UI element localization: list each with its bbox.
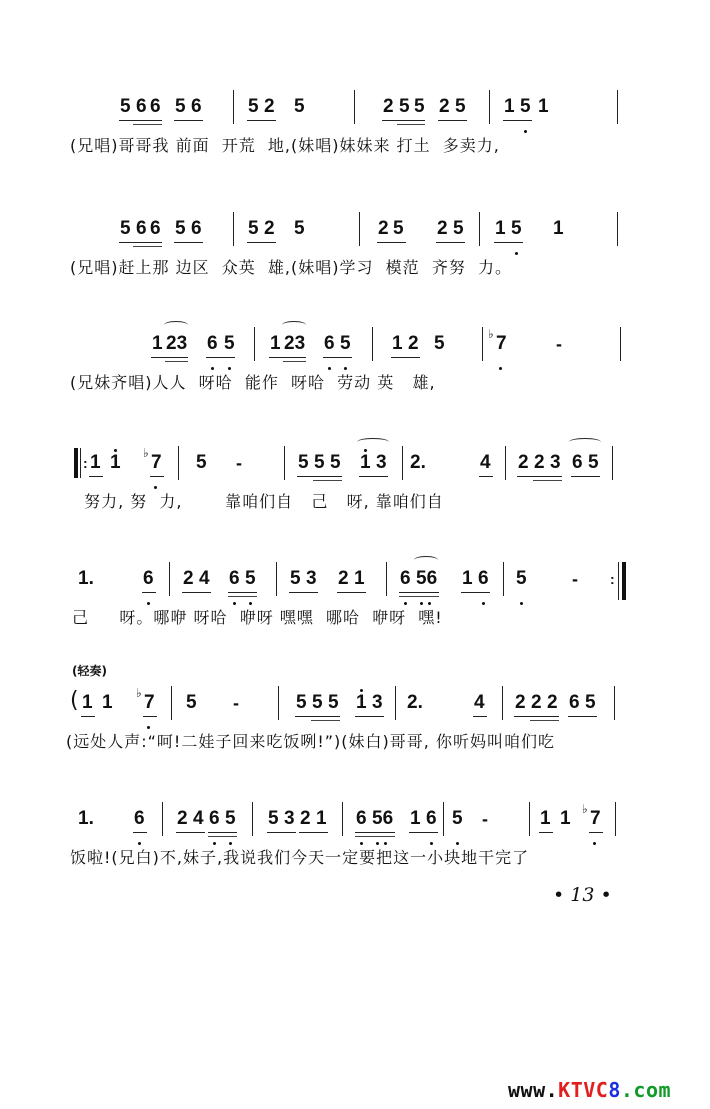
eighth-underline bbox=[81, 716, 95, 717]
low-octave-dot bbox=[344, 367, 347, 370]
sixteenth-underline bbox=[530, 720, 559, 721]
jianpu-note: 4 bbox=[199, 568, 210, 589]
eighth-underline bbox=[297, 476, 342, 477]
low-octave-dot bbox=[384, 842, 387, 845]
sixteenth-underline bbox=[165, 361, 188, 362]
watermark bbox=[508, 1078, 671, 1102]
low-octave-dot bbox=[515, 252, 518, 255]
low-octave-dot bbox=[228, 367, 231, 370]
low-octave-dot bbox=[147, 726, 150, 729]
jianpu-note: 7 bbox=[144, 692, 155, 713]
barline bbox=[395, 686, 396, 720]
jianpu-note: 1. bbox=[78, 808, 94, 829]
jianpu-note: 5 bbox=[328, 692, 339, 713]
barline bbox=[278, 686, 279, 720]
barline bbox=[284, 446, 285, 480]
flat-sign: ♭ bbox=[136, 686, 142, 700]
jianpu-note: 5 bbox=[393, 218, 404, 239]
barline bbox=[620, 327, 621, 361]
barline bbox=[233, 90, 234, 124]
eighth-underline bbox=[182, 592, 211, 593]
eighth-underline bbox=[119, 242, 162, 243]
lyrics-line: 努力, 努 力, 靠咱们自 己 呀, 靠咱们自 bbox=[78, 492, 444, 511]
low-octave-dot bbox=[404, 602, 407, 605]
jianpu-note: 1 bbox=[356, 692, 367, 713]
sixteenth-underline bbox=[133, 246, 162, 247]
jianpu-note: 5 bbox=[434, 333, 445, 354]
low-octave-dot bbox=[520, 602, 523, 605]
eighth-underline bbox=[119, 120, 162, 121]
jianpu-note: 1 bbox=[152, 333, 163, 354]
barline bbox=[233, 212, 234, 246]
jianpu-note: 1 bbox=[82, 692, 93, 713]
sixteenth-underline bbox=[399, 596, 439, 597]
barline bbox=[276, 562, 277, 596]
jianpu-note: 2 bbox=[378, 218, 389, 239]
jianpu-note: 2 bbox=[300, 808, 311, 829]
lyrics-line: (兄妹齐唱)人人 呀哈 能作 呀哈 劳动 英 雄, bbox=[70, 373, 436, 392]
watermark-www: www. bbox=[508, 1078, 559, 1102]
jianpu-note: 6 bbox=[478, 568, 489, 589]
eighth-underline bbox=[409, 832, 438, 833]
jianpu-note: 1 bbox=[495, 218, 506, 239]
barline bbox=[617, 212, 618, 246]
dash-extension: - bbox=[556, 334, 562, 354]
jianpu-note: 5 bbox=[516, 568, 527, 589]
jianpu-note: 6 bbox=[207, 333, 218, 354]
jianpu-note: 5 bbox=[224, 333, 235, 354]
jianpu-note: 5 bbox=[186, 692, 197, 713]
slur-arc bbox=[357, 438, 389, 446]
jianpu-note: 6 bbox=[209, 808, 220, 829]
jianpu-note: 1 bbox=[410, 808, 421, 829]
jianpu-note: 2 bbox=[439, 96, 450, 117]
sixteenth-underline bbox=[313, 480, 342, 481]
jianpu-note: 5 bbox=[455, 96, 466, 117]
eighth-underline bbox=[269, 357, 306, 358]
jianpu-note: 1 bbox=[392, 333, 403, 354]
eighth-underline bbox=[295, 716, 340, 717]
eighth-underline bbox=[377, 242, 406, 243]
eighth-underline bbox=[150, 476, 164, 477]
jianpu-note: 1 bbox=[462, 568, 473, 589]
watermark-com: .com bbox=[620, 1078, 672, 1102]
jianpu-note: 6 bbox=[191, 218, 202, 239]
barline bbox=[443, 802, 444, 836]
jianpu-note: 56 bbox=[372, 808, 394, 829]
eighth-underline bbox=[517, 476, 562, 477]
eighth-underline bbox=[228, 592, 257, 593]
jianpu-note: 5 bbox=[225, 808, 236, 829]
jianpu-note: 1 bbox=[538, 96, 549, 117]
jianpu-note: 6 bbox=[136, 218, 147, 239]
eighth-underline bbox=[479, 476, 493, 477]
low-octave-dot bbox=[213, 842, 216, 845]
jianpu-note: 6 bbox=[426, 808, 437, 829]
jianpu-note: 1. bbox=[78, 568, 94, 589]
jianpu-note: 2 bbox=[515, 692, 526, 713]
jianpu-note: 7 bbox=[151, 452, 162, 473]
eighth-underline bbox=[571, 476, 600, 477]
eighth-underline bbox=[133, 832, 147, 833]
barline bbox=[502, 686, 503, 720]
jianpu-note: 2 bbox=[264, 218, 275, 239]
music-system bbox=[0, 664, 710, 752]
eighth-underline bbox=[151, 357, 188, 358]
lyrics-line: (兄唱)赶上那 边区 众英 雄,(妹唱)学习 模范 齐努 力。 bbox=[70, 258, 513, 277]
jianpu-note: 3 bbox=[372, 692, 383, 713]
low-octave-dot bbox=[360, 842, 363, 845]
high-octave-dot bbox=[360, 689, 363, 692]
eighth-underline bbox=[289, 592, 318, 593]
jianpu-note: 2 bbox=[264, 96, 275, 117]
eighth-underline bbox=[323, 357, 352, 358]
jianpu-note: 5 bbox=[340, 333, 351, 354]
jianpu-note: 6 bbox=[136, 96, 147, 117]
dash-extension: - bbox=[233, 693, 239, 713]
music-system bbox=[0, 446, 710, 512]
barline bbox=[482, 327, 483, 361]
jianpu-note: 5 bbox=[453, 218, 464, 239]
barline bbox=[489, 90, 490, 124]
jianpu-note: 1 bbox=[316, 808, 327, 829]
music-system bbox=[0, 96, 710, 156]
barline bbox=[359, 212, 360, 246]
music-system bbox=[0, 327, 710, 393]
sixteenth-underline bbox=[208, 836, 237, 837]
jianpu-note: 5 bbox=[175, 96, 186, 117]
eighth-underline bbox=[539, 832, 553, 833]
jianpu-note: 6 bbox=[150, 218, 161, 239]
slur-arc bbox=[414, 556, 438, 564]
lyrics-line: 饭啦!(兄白)不,妹子,我说我们今天一定要把这一小块地干完了 bbox=[70, 848, 530, 867]
jianpu-note: 6 bbox=[143, 568, 154, 589]
eighth-underline bbox=[89, 476, 103, 477]
barline bbox=[372, 327, 373, 361]
low-octave-dot bbox=[428, 602, 431, 605]
repeat-colon: : bbox=[610, 571, 615, 587]
barline bbox=[402, 446, 403, 480]
jianpu-note: 1 bbox=[102, 692, 113, 713]
slur-arc bbox=[282, 321, 306, 329]
eighth-underline bbox=[337, 592, 366, 593]
jianpu-note: 4 bbox=[474, 692, 485, 713]
barline bbox=[169, 562, 170, 596]
jianpu-note: 5 bbox=[175, 218, 186, 239]
jianpu-note: 5 bbox=[196, 452, 207, 473]
jianpu-note: 2 bbox=[531, 692, 542, 713]
barline bbox=[617, 90, 618, 124]
jianpu-note: 5 bbox=[120, 218, 131, 239]
jianpu-note: 3 bbox=[376, 452, 387, 473]
sixteenth-underline bbox=[355, 836, 395, 837]
jianpu-note: 6 bbox=[150, 96, 161, 117]
high-octave-dot bbox=[364, 449, 367, 452]
low-octave-dot bbox=[430, 842, 433, 845]
jianpu-note: 2. bbox=[407, 692, 423, 713]
eighth-underline bbox=[355, 716, 384, 717]
sixteenth-underline bbox=[397, 124, 425, 125]
barline bbox=[342, 802, 343, 836]
eighth-underline bbox=[391, 357, 420, 358]
jianpu-note: 5 bbox=[520, 96, 531, 117]
jianpu-note: 4 bbox=[480, 452, 491, 473]
jianpu-note: 5 bbox=[414, 96, 425, 117]
repeat-end-thick-bar bbox=[622, 562, 626, 600]
jianpu-note: 2 bbox=[518, 452, 529, 473]
barline bbox=[529, 802, 530, 836]
repeat-start-thin-bar bbox=[80, 448, 81, 478]
low-octave-dot bbox=[456, 842, 459, 845]
jianpu-note: 6 bbox=[229, 568, 240, 589]
low-octave-dot bbox=[420, 602, 423, 605]
jianpu-note: 5 bbox=[588, 452, 599, 473]
barline bbox=[615, 802, 616, 836]
eighth-underline bbox=[174, 242, 203, 243]
jianpu-note: 5 bbox=[268, 808, 279, 829]
barline bbox=[614, 686, 615, 720]
jianpu-note: 5 bbox=[298, 452, 309, 473]
eighth-underline bbox=[174, 120, 203, 121]
jianpu-note: 5 bbox=[330, 452, 341, 473]
eighth-underline bbox=[461, 592, 490, 593]
eighth-underline bbox=[494, 242, 523, 243]
barline bbox=[612, 446, 613, 480]
music-system bbox=[0, 802, 710, 868]
watermark-8: 8 bbox=[608, 1078, 621, 1102]
jianpu-note: 5 bbox=[585, 692, 596, 713]
lyrics-line: 己 呀。哪咿 呀哈 咿呀 嘿嘿 哪哈 咿呀 嘿! bbox=[72, 608, 443, 627]
jianpu-note: 1 bbox=[90, 452, 101, 473]
jianpu-note: 1 bbox=[270, 333, 281, 354]
lyrics-line: (兄唱)哥哥我 前面 开荒 地,(妹唱)妹妹来 打土 多卖力, bbox=[70, 136, 500, 155]
open-parenthesis: ( bbox=[70, 688, 79, 713]
eighth-underline bbox=[399, 592, 439, 593]
jianpu-note: 5 bbox=[290, 568, 301, 589]
jianpu-note: 6 bbox=[134, 808, 145, 829]
jianpu-note: 2. bbox=[410, 452, 426, 473]
eighth-underline bbox=[206, 357, 235, 358]
low-octave-dot bbox=[154, 486, 157, 489]
jianpu-note: 1 bbox=[354, 568, 365, 589]
jianpu-note: 23 bbox=[166, 333, 188, 354]
jianpu-note: 2 bbox=[183, 568, 194, 589]
barline bbox=[252, 802, 253, 836]
barline bbox=[354, 90, 355, 124]
dash-extension: - bbox=[236, 453, 242, 473]
jianpu-note: 23 bbox=[284, 333, 306, 354]
jianpu-note: 5 bbox=[245, 568, 256, 589]
jianpu-note: 6 bbox=[191, 96, 202, 117]
jianpu-note: 5 bbox=[248, 96, 259, 117]
jianpu-note: 6 bbox=[569, 692, 580, 713]
sixteenth-underline bbox=[311, 720, 340, 721]
jianpu-note: 5 bbox=[312, 692, 323, 713]
jianpu-note: 5 bbox=[296, 692, 307, 713]
watermark-c: C bbox=[595, 1078, 609, 1102]
low-octave-dot bbox=[249, 602, 252, 605]
jianpu-note: 1 bbox=[540, 808, 551, 829]
eighth-underline bbox=[438, 120, 467, 121]
jianpu-note: 1 bbox=[560, 808, 571, 829]
low-octave-dot bbox=[593, 842, 596, 845]
dash-extension: - bbox=[572, 569, 578, 589]
low-octave-dot bbox=[499, 367, 502, 370]
jianpu-note: 5 bbox=[452, 808, 463, 829]
jianpu-note: 2 bbox=[338, 568, 349, 589]
eighth-underline bbox=[568, 716, 597, 717]
barline bbox=[503, 562, 504, 596]
jianpu-note: 7 bbox=[496, 333, 507, 354]
low-octave-dot bbox=[229, 842, 232, 845]
eighth-underline bbox=[143, 716, 157, 717]
flat-sign: ♭ bbox=[582, 802, 588, 816]
flat-sign: ♭ bbox=[488, 327, 494, 341]
eighth-underline bbox=[267, 832, 296, 833]
eighth-underline bbox=[382, 120, 425, 121]
jianpu-note: 1 bbox=[360, 452, 371, 473]
barline bbox=[479, 212, 480, 246]
jianpu-note: 1 bbox=[553, 218, 564, 239]
low-octave-dot bbox=[233, 602, 236, 605]
jianpu-note: 5 bbox=[248, 218, 259, 239]
eighth-underline bbox=[355, 832, 395, 833]
jianpu-note: 5 bbox=[120, 96, 131, 117]
jianpu-note: 3 bbox=[306, 568, 317, 589]
repeat-colon: : bbox=[83, 455, 88, 471]
music-system bbox=[0, 568, 710, 628]
slur-arc bbox=[569, 438, 601, 446]
low-octave-dot bbox=[138, 842, 141, 845]
jianpu-note: 5 bbox=[294, 96, 305, 117]
sixteenth-underline bbox=[283, 361, 306, 362]
low-octave-dot bbox=[211, 367, 214, 370]
jianpu-note: 6 bbox=[324, 333, 335, 354]
jianpu-note: 5 bbox=[314, 452, 325, 473]
jianpu-note: 7 bbox=[590, 808, 601, 829]
eighth-underline bbox=[142, 592, 156, 593]
dash-extension: - bbox=[482, 809, 488, 829]
jianpu-note: 1 bbox=[110, 452, 121, 473]
jianpu-note: 6 bbox=[572, 452, 583, 473]
jianpu-note: 2 bbox=[547, 692, 558, 713]
jianpu-note: 3 bbox=[284, 808, 295, 829]
eighth-underline bbox=[589, 832, 603, 833]
jianpu-note: 2 bbox=[177, 808, 188, 829]
sixteenth-underline bbox=[228, 596, 257, 597]
jianpu-note: 1 bbox=[504, 96, 515, 117]
eighth-underline bbox=[299, 832, 328, 833]
eighth-underline bbox=[514, 716, 559, 717]
repeat-start-thick-bar bbox=[74, 448, 78, 478]
jianpu-note: 6 bbox=[400, 568, 411, 589]
watermark-ktv: KTV bbox=[558, 1078, 596, 1102]
jianpu-note: 2 bbox=[534, 452, 545, 473]
jianpu-note: 4 bbox=[193, 808, 204, 829]
jianpu-note: 2 bbox=[383, 96, 394, 117]
barline bbox=[178, 446, 179, 480]
low-octave-dot bbox=[482, 602, 485, 605]
eighth-underline bbox=[247, 120, 276, 121]
jianpu-note: 2 bbox=[437, 218, 448, 239]
low-octave-dot bbox=[524, 130, 527, 133]
music-system bbox=[0, 218, 710, 278]
dynamics-marking: (轻奏) bbox=[72, 664, 107, 678]
jianpu-note: 2 bbox=[408, 333, 419, 354]
page-number: • 13 • bbox=[553, 884, 612, 906]
lyrics-line: (远处人声:“呵!二娃子回来吃饭咧!”)(妹白)哥哥, 你听妈叫咱们吃 bbox=[66, 732, 555, 751]
flat-sign: ♭ bbox=[143, 446, 149, 460]
jianpu-note: 6 bbox=[356, 808, 367, 829]
low-octave-dot bbox=[376, 842, 379, 845]
barline bbox=[505, 446, 506, 480]
low-octave-dot bbox=[328, 367, 331, 370]
jianpu-note: 3 bbox=[550, 452, 561, 473]
eighth-underline bbox=[247, 242, 276, 243]
barline bbox=[386, 562, 387, 596]
barline bbox=[254, 327, 255, 361]
slur-arc bbox=[164, 321, 188, 329]
eighth-underline bbox=[208, 832, 237, 833]
low-octave-dot bbox=[147, 602, 150, 605]
barline bbox=[162, 802, 163, 836]
eighth-underline bbox=[473, 716, 487, 717]
sixteenth-underline bbox=[133, 124, 162, 125]
eighth-underline bbox=[436, 242, 465, 243]
jianpu-note: 5 bbox=[511, 218, 522, 239]
sixteenth-underline bbox=[533, 480, 562, 481]
barline bbox=[171, 686, 172, 720]
repeat-end-thin-bar bbox=[618, 562, 619, 600]
eighth-underline bbox=[359, 476, 388, 477]
eighth-underline bbox=[503, 120, 532, 121]
jianpu-note: 5 bbox=[399, 96, 410, 117]
high-octave-dot bbox=[114, 449, 117, 452]
eighth-underline bbox=[176, 832, 205, 833]
jianpu-note: 56 bbox=[416, 568, 438, 589]
jianpu-note: 5 bbox=[294, 218, 305, 239]
